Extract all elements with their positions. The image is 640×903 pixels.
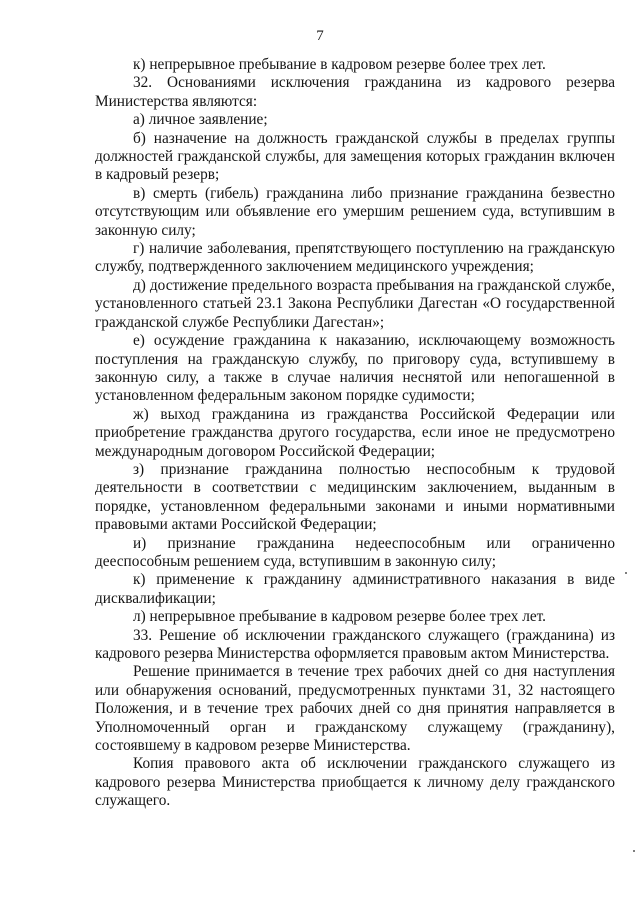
paragraph-k-continuous-reserve: к) непрерывное пребывание в кадровом резерве более трех лет. — [133, 56, 546, 73]
paragraph-copy-of-act: Копия правового акта об исключении гражданского служащего из кадрового резерва Министерства приобщается к личному делу гражданского служащего. — [95, 755, 615, 810]
paragraph-i-legal-incapacity: и) признание гражданина недееспособным или ограниченно дееспособным решением суда, вступившим в законную силу; — [95, 534, 615, 570]
page-number: 7 — [316, 28, 324, 44]
paragraph-b-appointment: б) назначение на должность гражданской службы в пределах группы должностей гражданской службы, для замещения которых гражданин включен в кадровый резерв; — [95, 129, 615, 184]
paragraph-k-disqualification: к) применение к гражданину административного наказания в виде дисквалификации; — [95, 571, 615, 607]
paragraph-33-decision: 33. Решение об исключении гражданского служащего (гражданина) из кадрового резерва Министерства оформляется правовым актом Министерства. — [95, 626, 615, 662]
scan-speck — [633, 850, 635, 852]
paragraph-v-death: в) смерть (гибель) гражданина либо признание гражданина безвестно отсутствующим или объявление его умершим решением суда, вступившим в законную силу; — [95, 184, 615, 239]
paragraph-z-incapacity: з) признание гражданина полностью неспособным к трудовой деятельности в соответствии с медицинским заключением, выданным в порядке, установленном федеральными законами и иными нормативными правовыми актами Российской Федерации; — [95, 460, 615, 534]
document-body — [95, 56, 615, 811]
paragraph-32-grounds: 32. Основаниями исключения гражданина из кадрового резерва Министерства являются: — [95, 74, 615, 110]
paragraph-d-age-limit: д) достижение предельного возраста пребывания на гражданской службе, установленного статьей 23.1 Закона Республики Дагестан «О государственной гражданской службе Республики Дагестан»; — [95, 276, 615, 331]
paragraph-l-continuous-reserve: л) непрерывное пребывание в кадровом резерве более трех лет. — [133, 608, 546, 626]
scan-speck — [625, 572, 627, 574]
paragraph-a-personal-statement: а) личное заявление; — [133, 111, 268, 129]
paragraph-zh-citizenship: ж) выход гражданина из гражданства Российской Федерации или приобретение гражданства другого государства, если иное не предусмотрено международным договором Российской Федерации; — [95, 405, 615, 460]
paragraph-decision-timing: Решение принимается в течение трех рабочих дней со дня наступления или обнаружения оснований, предусмотренных пунктами 31, 32 настоящего Положения, и в течение трех рабочих дней со дня принятия направляется в Уполномоченный орган и гражданскому служащему (гражданину), состоявшему в кадровом резерве Министерства. — [95, 663, 615, 755]
paragraph-g-illness: г) наличие заболевания, препятствующего поступлению на гражданскую службу, подтвержденного заключением медицинского учреждения; — [95, 240, 615, 276]
paragraph-e-conviction: е) осуждение гражданина к наказанию, исключающему возможность поступления на гражданскую службу, по приговору суда, вступившему в законную силу, а также в случае наличия неснятой или непогашенной в установленном федеральным законом порядке судимости; — [95, 332, 615, 405]
